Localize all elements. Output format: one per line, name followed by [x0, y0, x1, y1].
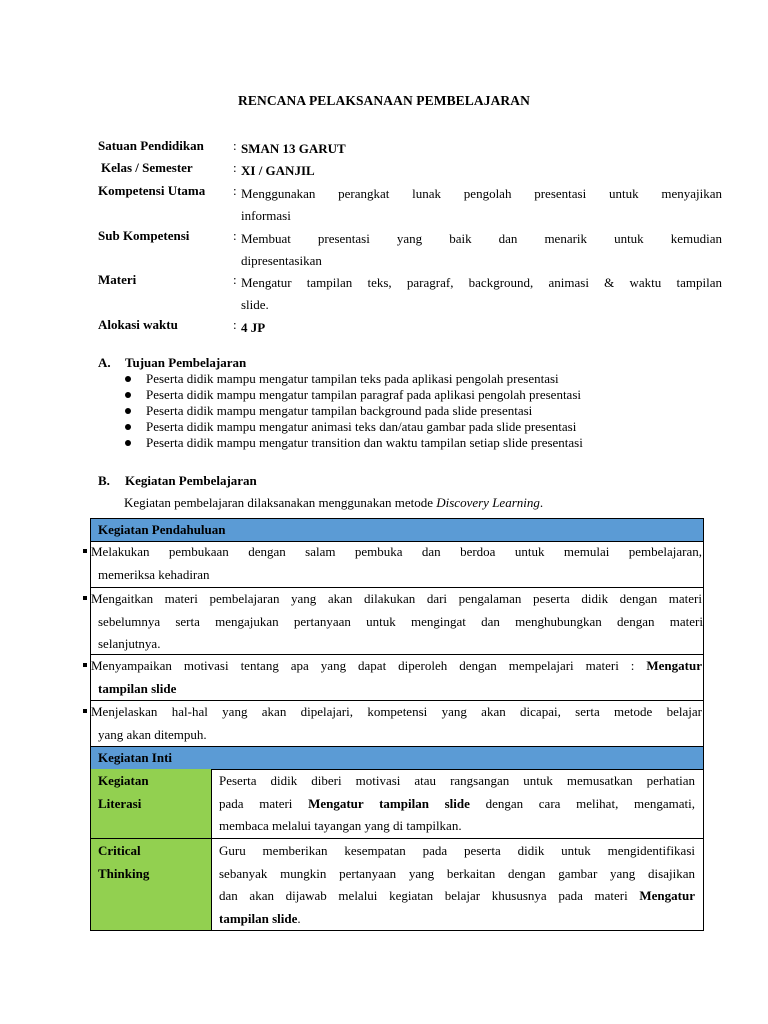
critical-content-cell	[219, 840, 695, 930]
alokasi-label: Alokasi waktu	[98, 317, 178, 332]
colon: :	[233, 272, 237, 287]
row-text	[91, 701, 703, 746]
materi-line2: slide.	[241, 297, 269, 312]
sub-kompetensi-value	[241, 228, 722, 272]
list-item-text: Peserta didik mampu mengatur transition dan waktu tampilan setiap slide presentasi	[146, 435, 583, 450]
section-a-letter: A.	[98, 355, 111, 370]
satuan-label: Satuan Pendidikan	[98, 138, 204, 153]
row-text	[91, 655, 703, 700]
intro-text: Kegiatan pembelajaran dilaksanakan menggunakan metode	[124, 495, 437, 510]
literasi-line2	[219, 793, 695, 816]
literasi-line1: Peserta didik diberi motivasi atau rangsangan untuk memusatkan perhatian	[219, 773, 695, 788]
colon: :	[233, 160, 237, 175]
colon: :	[233, 228, 237, 243]
list-item-text: Peserta didik mampu mengatur tampilan teks pada aplikasi pengolah presentasi	[146, 371, 559, 386]
literasi-label-1: Kegiatan	[98, 773, 149, 788]
row-text	[91, 541, 703, 586]
bullet-icon	[125, 408, 131, 414]
row-rest-line: memeriksa kehadiran	[98, 566, 210, 582]
kelas-value: XI / GANJIL	[241, 163, 315, 178]
table-row	[90, 701, 704, 747]
literasi-label-cell	[91, 769, 212, 838]
table-row	[90, 588, 704, 655]
table-row	[90, 541, 704, 588]
colon: :	[233, 183, 237, 198]
critical-label-cell	[91, 839, 212, 930]
bullet-icon	[125, 424, 131, 430]
list-item	[122, 435, 682, 451]
bullet-icon	[83, 549, 87, 553]
row-rest-line	[91, 678, 703, 701]
section-a-title: Tujuan Pembelajaran	[125, 355, 247, 370]
row-first-bold: Mengatur	[646, 658, 702, 673]
bullet-icon	[83, 596, 87, 600]
bullet-icon	[125, 392, 131, 398]
list-item	[122, 403, 682, 419]
list-item-text: Peserta didik mampu mengatur animasi teks dan/atau gambar pada slide presentasi	[146, 419, 577, 434]
row-rest-bold: tampilan slide	[98, 680, 177, 696]
pendahuluan-header: Kegiatan Pendahuluan	[90, 518, 704, 542]
row-rest-line: selanjutnya.	[98, 636, 161, 651]
critical-row	[90, 839, 704, 931]
materi-value	[241, 272, 722, 316]
sub-kompetensi-line2: dipresentasikan	[241, 253, 322, 268]
critical-line3-bold: Mengatur	[639, 888, 695, 903]
kompetensi-line1: Menggunakan perangkat lunak pengolah presentasi untuk menyajikan	[241, 186, 722, 201]
literasi-content-cell	[219, 770, 695, 838]
kompetensi-label: Kompetensi Utama	[98, 183, 206, 198]
critical-line4-c: .	[297, 910, 301, 926]
critical-label-1: Critical	[98, 843, 141, 858]
row-rest-line: sebelumnya serta mengajukan pertanyaan untuk mengingat dan menghubungkan dengan materi	[98, 613, 703, 629]
list-item	[122, 419, 682, 435]
literasi-label-2: Literasi	[98, 795, 142, 811]
row-first-line: Melakukan pembukaan dengan salam pembuka dan berdoa untuk memulai pembelajaran,	[91, 544, 702, 559]
bullet-icon	[83, 709, 87, 713]
section-b-title: Kegiatan Pembelajaran	[125, 473, 257, 488]
bullet-icon	[125, 376, 131, 382]
materi-line1: Mengatur tampilan teks, paragraf, background, animasi & waktu tampilan	[241, 275, 722, 290]
literasi-line3: membaca melalui tayangan yang di tampilkan.	[219, 818, 462, 833]
critical-line4-bold: tampilan slide	[219, 910, 298, 926]
kompetensi-value	[241, 183, 722, 227]
kelas-label: Kelas / Semester	[101, 160, 193, 175]
list-item-text: Peserta didik mampu mengatur tampilan background pada slide presentasi	[146, 403, 533, 418]
critical-label-2: Thinking	[98, 865, 150, 881]
row-first-line: Menjelaskan hal-hal yang akan dipelajari, kompetensi yang akan dicapai, serta metode belajar	[91, 704, 702, 719]
literasi-line2-bold: Mengatur tampilan slide	[308, 795, 470, 811]
inti-header: Kegiatan Inti	[90, 746, 704, 770]
colon: :	[233, 138, 237, 153]
bullet-icon	[125, 440, 131, 446]
intro-method: Discovery Learning	[436, 495, 540, 510]
list-item-text: Peserta didik mampu mengatur tampilan paragraf pada aplikasi pengolah presentasi	[146, 387, 581, 402]
bullet-icon	[83, 663, 87, 667]
page-title: RENCANA PELAKSANAAN PEMBELAJARAN	[238, 93, 530, 108]
row-text	[91, 588, 703, 656]
colon: :	[233, 317, 237, 332]
list-item	[122, 387, 682, 403]
sub-kompetensi-label: Sub Kompetensi	[98, 228, 190, 243]
sub-kompetensi-line1: Membuat presentasi yang baik dan menarik untuk kemudian	[241, 231, 722, 246]
table-row	[90, 655, 704, 701]
alokasi-value: 4 JP	[241, 320, 266, 335]
critical-line2: sebanyak mungkin pertanyaan yang berkaitan dengan gambar yang disajikan	[219, 865, 695, 881]
literasi-line2-a: pada materi	[219, 795, 309, 811]
materi-label: Materi	[98, 272, 137, 287]
critical-line1: Guru memberikan kesempatan pada peserta didik untuk mengidentifikasi	[219, 843, 695, 858]
literasi-line2-c: dengan cara melihat, mengamati,	[469, 795, 695, 811]
row-first-line: Mengaitkan materi pembelajaran yang akan dilakukan dari pengalaman peserta didik dengan materi	[91, 591, 702, 606]
row-rest-line: yang akan ditempuh.	[98, 726, 207, 742]
literasi-row	[90, 769, 704, 839]
tujuan-list	[122, 371, 682, 451]
intro-end: .	[539, 495, 544, 510]
row-first-line	[91, 655, 703, 678]
critical-line3-a: dan akan dijawab melalui kegiatan belajar khususnya pada materi	[219, 888, 640, 903]
critical-line3	[219, 885, 695, 908]
list-item	[122, 371, 682, 387]
satuan-value: SMAN 13 GARUT	[241, 141, 346, 156]
section-b-letter: B.	[98, 473, 110, 488]
section-b-intro	[124, 495, 543, 511]
row-first-text: Menyampaikan motivasi tentang apa yang dapat diperoleh dengan mempelajari materi :	[91, 658, 647, 673]
critical-line4	[219, 908, 695, 931]
kompetensi-line2: informasi	[241, 208, 291, 223]
